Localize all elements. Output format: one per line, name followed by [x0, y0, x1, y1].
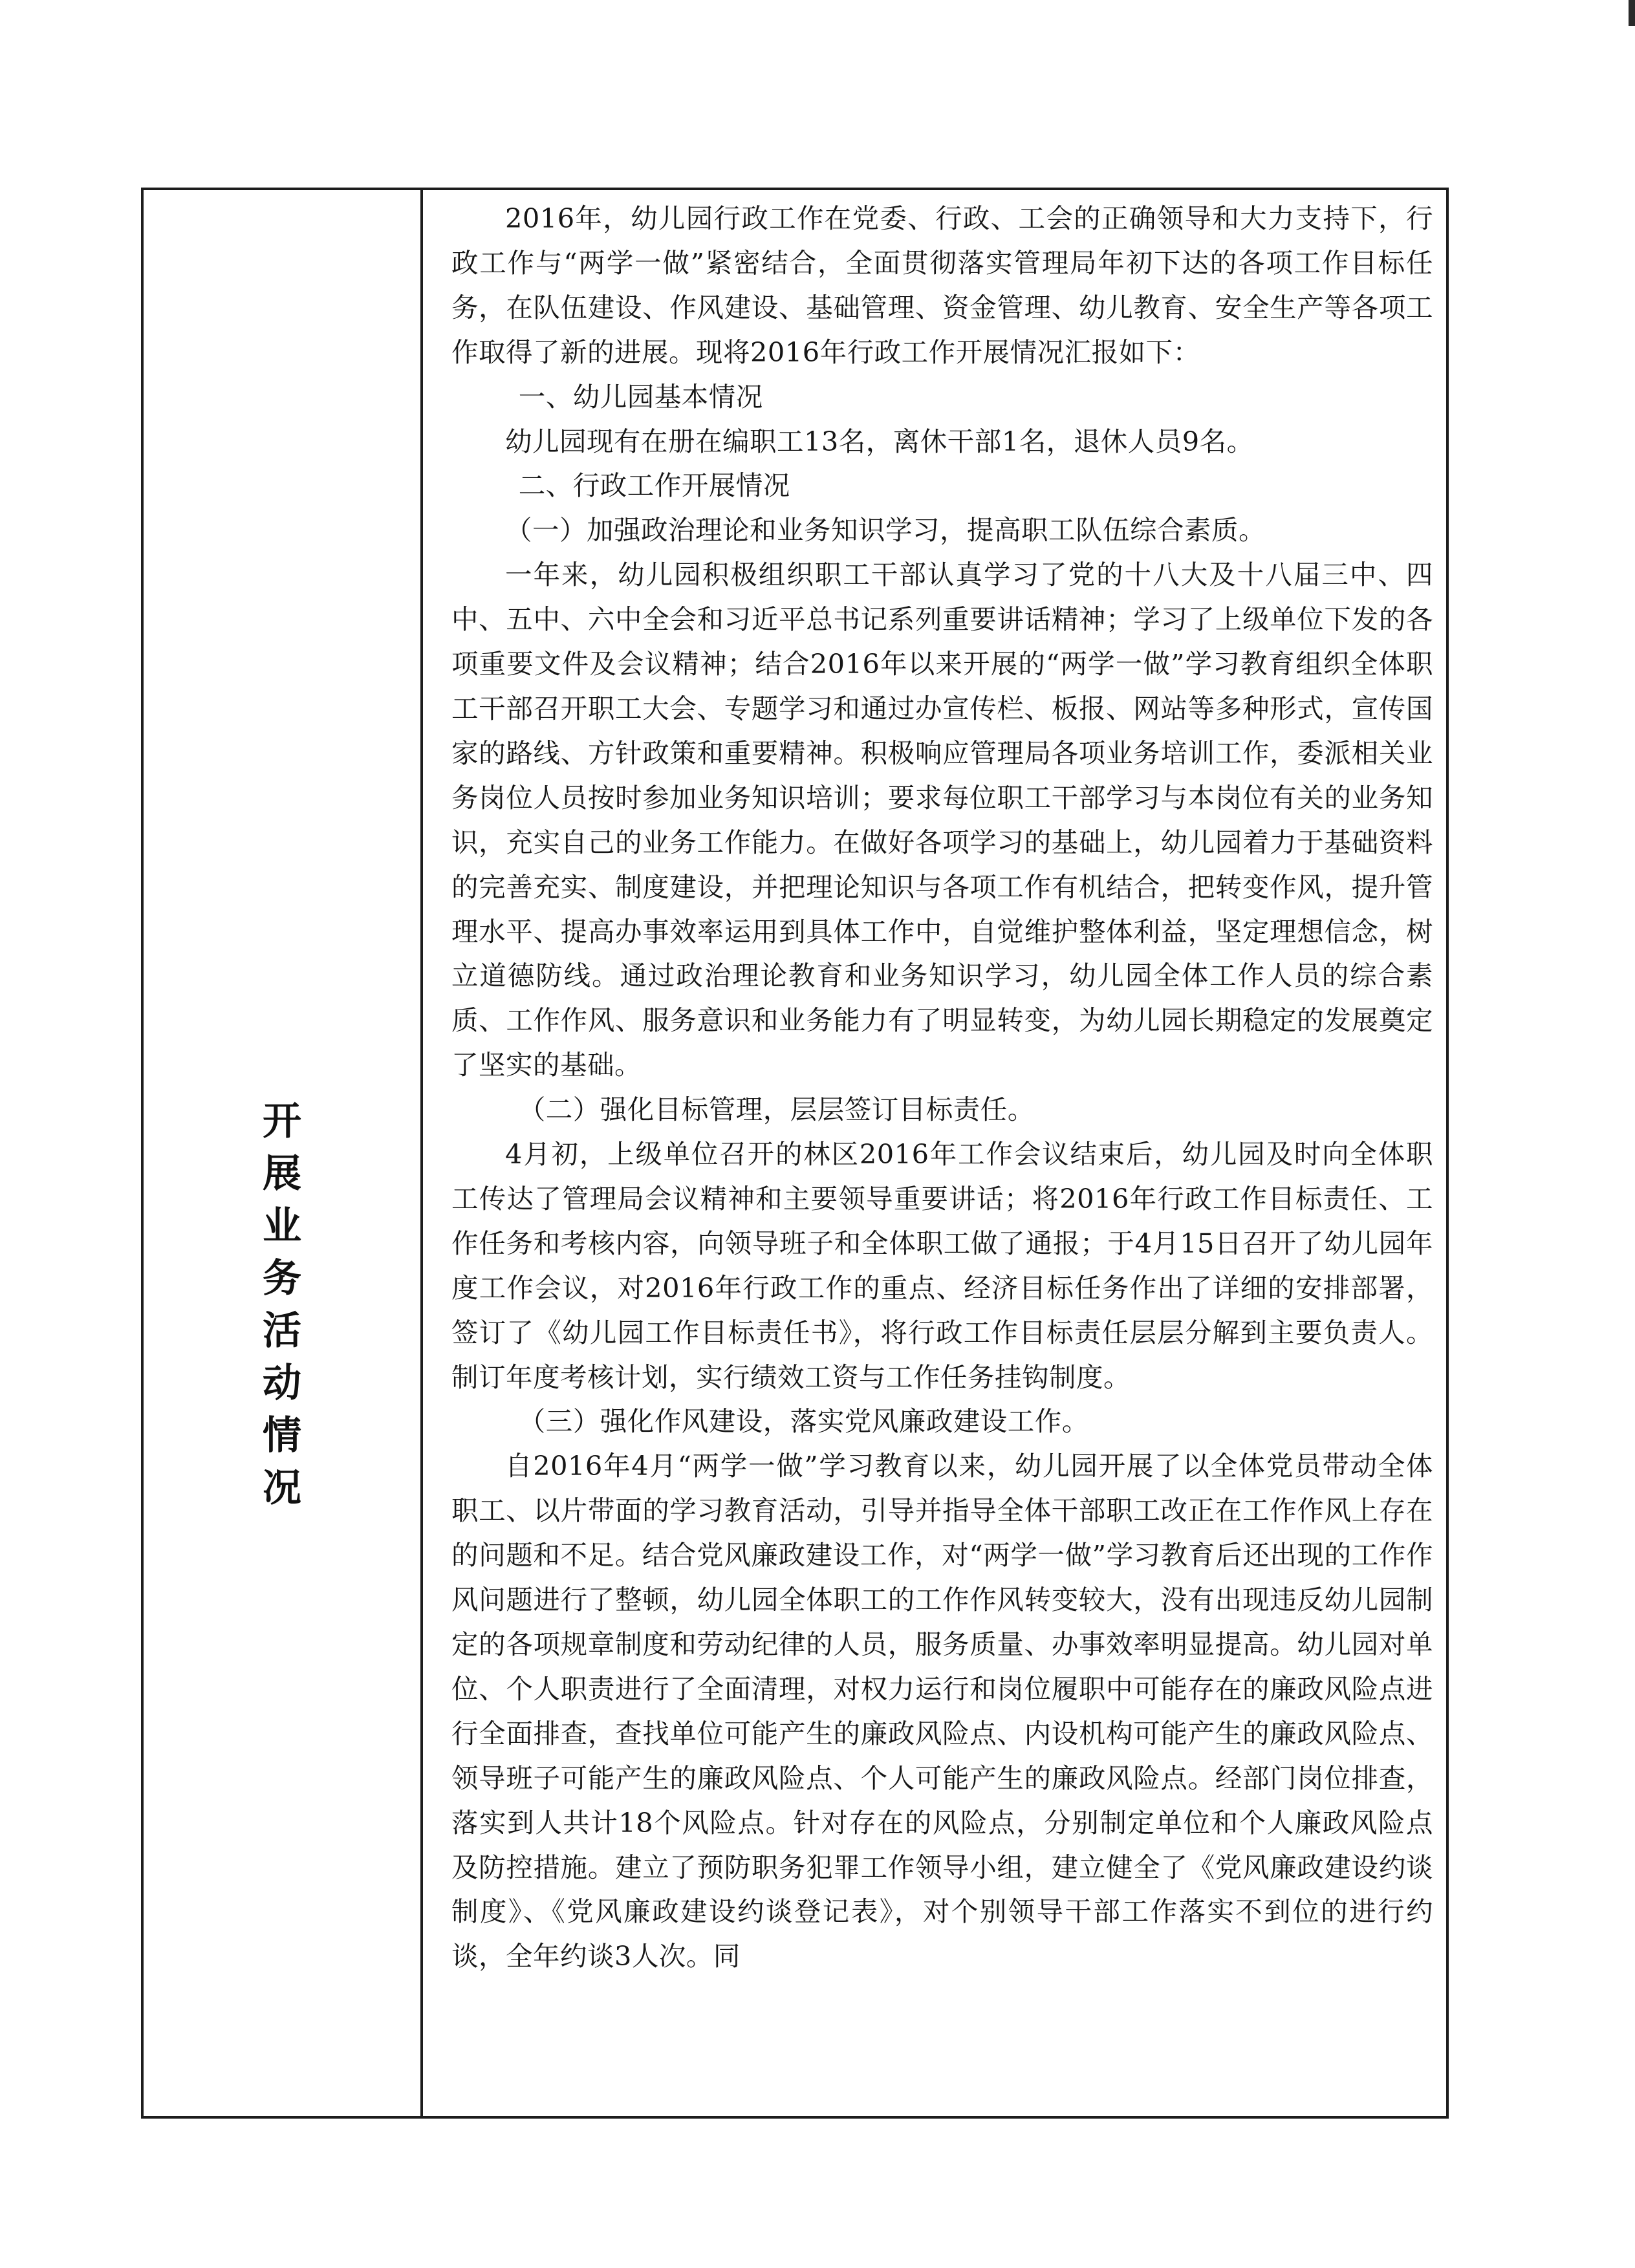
subheading-targets: （二）强化目标管理，层层签订目标责任。: [518, 1094, 1035, 1126]
content-column: [423, 190, 1446, 2116]
form-table: [141, 188, 1449, 2119]
section-heading-work-progress: 二、行政工作开展情况: [518, 470, 790, 502]
intro-paragraph: 2016年，幼儿园行政工作在党委、行政、工会的正确领导和大力支持下，行政工作与“两学一做”紧密结合，全面贯彻落实管理局年初下达的各项工作目标任务，在队伍建设、作风建设、基础管理、资金管理、幼儿教育、安全生产等各项工作取得了新的进展。现将2016年行政工作开展情况汇报如下：: [451, 202, 1433, 368]
section-heading-basic-info: 一、幼儿园基本情况: [518, 380, 763, 413]
study-paragraph: 一年来，幼儿园积极组织职工干部认真学习了党的十八大及十八届三中、四中、五中、六中全会和习近平总书记系列重要讲话精神；学习了上级单位下发的各项重要文件及会议精神；结合2016年以来开展的“两学一做”学习教育组织全体职工干部召开职工大会、专题学习和通过办宣传栏、板报、网站等多种形式，宣传国家的路线、方针政策和重要精神。积极响应管理局各项业务培训工作，委派相关业务岗位人员按时参加业务知识培训；要求每位职工干部学习与本岗位有关的业务知识，充实自己的业务工作能力。在做好各项学习的基础上，幼儿园着力于基础资料的完善充实、制度建设，并把理论知识与各项工作有机结合，把转变作风，提升管理水平、提高办事效率运用到具体工作中，自觉维护整体利益，坚定理想信念，树立道德防线。通过政治理论教育和业务知识学习，幼儿园全体工作人员的综合素质、工作作风、服务意识和业务能力有了明显转变，为幼儿园长期稳定的发展奠定了坚实的基础。: [451, 559, 1433, 1081]
staff-paragraph: 幼儿园现有在册在编职工13名，离休干部1名，退休人员9名。: [505, 425, 1254, 457]
report-body: [451, 197, 1433, 1979]
subheading-conduct: （三）强化作风建设，落实党风廉政建设工作。: [518, 1405, 1089, 1438]
section-label-char: 务: [263, 1256, 301, 1301]
subheading-study: （一）加强政治理论和业务知识学习，提高职工队伍综合素质。: [505, 514, 1266, 546]
label-column: [144, 190, 423, 2116]
section-label-char: 开: [263, 1099, 301, 1144]
section-label-char: 况: [263, 1465, 301, 1511]
targets-paragraph: 4月初，上级单位召开的林区2016年工作会议结束后，幼儿园及时向全体职工传达了管理局会议精神和主要领导重要讲话；将2016年行政工作目标责任、工作任务和考核内容，向领导班子和全体职工做了通报；于4月15日召开了幼儿园年度工作会议，对2016年行政工作的重点、经济目标任务作出了详细的安排部署，签订了《幼儿园工作目标责任书》，将行政工作目标责任层层分解到主要负责人。制订年度考核计划，实行绩效工资与工作任务挂钩制度。: [451, 1138, 1433, 1393]
section-label-char: 动: [263, 1361, 301, 1406]
scan-edge-mark: [1629, 0, 1635, 26]
section-label-char: 情: [263, 1413, 301, 1458]
section-label-char: 活: [263, 1308, 301, 1354]
section-label-char: 业: [263, 1204, 301, 1249]
section-label: [144, 1096, 420, 1515]
conduct-paragraph: 自2016年4月“两学一做”学习教育以来，幼儿园开展了以全体党员带动全体职工、以片带面的学习教育活动，引导并指导全体干部职工改正在工作作风上存在的问题和不足。结合党风廉政建设工作，对“两学一做”学习教育后还出现的工作作风问题进行了整顿，幼儿园全体职工的工作作风转变较大，没有出现违反幼儿园制定的各项规章制度和劳动纪律的人员，服务质量、办事效率明显提高。幼儿园对单位、个人职责进行了全面清理，对权力运行和岗位履职中可能存在的廉政风险点进行全面排查，查找单位可能产生的廉政风险点、内设机构可能产生的廉政风险点、领导班子可能产生的廉政风险点、个人可能产生的廉政风险点。经部门岗位排查，落实到人共计18个风险点。针对存在的风险点，分别制定单位和个人廉政风险点及防控措施。建立了预防职务犯罪工作领导小组，建立健全了《党风廉政建设约谈制度》、《党风廉政建设约谈登记表》，对个别领导干部工作落实不到位的进行约谈，全年约谈3人次。同: [451, 1450, 1433, 1972]
section-label-char: 展: [263, 1151, 301, 1196]
